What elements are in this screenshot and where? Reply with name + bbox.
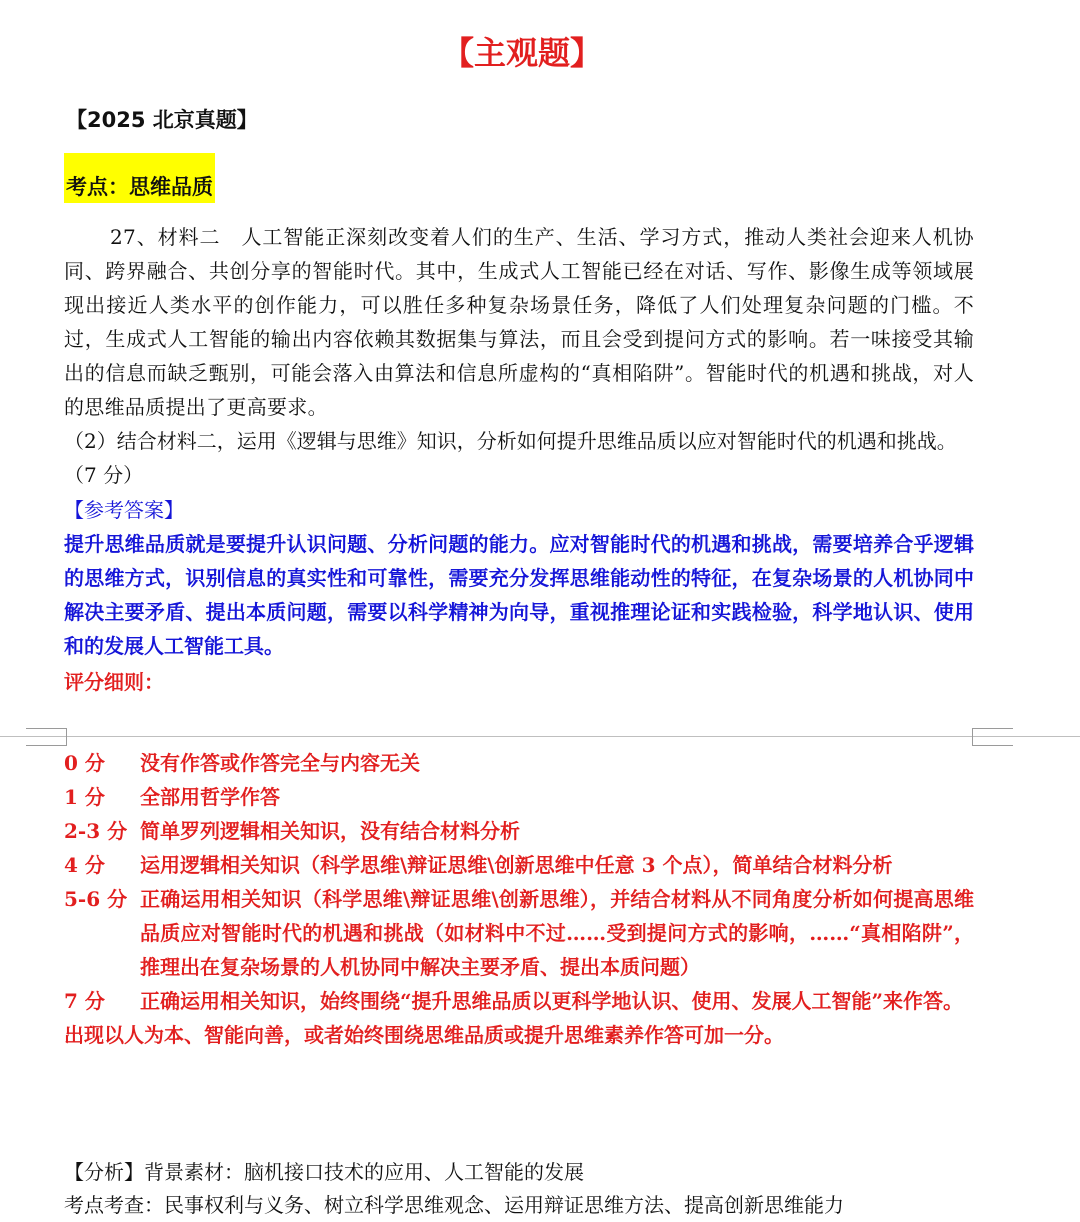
rubric-text: 正确运用相关知识（科学思维\辩证思维\创新思维），并结合材料从不同角度分析如何提高思维品质应对智能时代的机遇和挑战（如材料中不过……受到提问方式的影响，……“真相陷阱”，推理出在复杂场景的人机协同中解决主要矛盾、提出本质问题） — [140, 887, 974, 979]
scoring-rules-label: 评分细则： — [64, 670, 164, 694]
rubric-bonus-note: 出现以人为本、智能向善，或者始终围绕思维品质或提升思维素养作答可加一分。 — [64, 1023, 784, 1047]
rubric-score: 4 分 — [64, 853, 105, 877]
rubric-row — [64, 780, 974, 814]
rubric-row — [64, 814, 974, 848]
rubric-score: 0 分 — [64, 751, 105, 775]
rubric-text: 简单罗列逻辑相关知识，没有结合材料分析 — [140, 819, 520, 843]
rubric-row — [64, 848, 974, 882]
rubric-score: 7 分 — [64, 989, 105, 1013]
analysis-section — [64, 1156, 974, 1222]
rubric-score: 2-3 分 — [64, 819, 128, 843]
page-title: 【主观题】 — [441, 34, 602, 72]
topic-highlight: 考点：思维品质 — [64, 153, 215, 203]
analysis-background: 【分析】背景素材：脑机接口技术的应用、人工智能的发展 — [64, 1160, 584, 1184]
rubric-row — [64, 882, 974, 984]
reference-answer-label: 【参考答案】 — [64, 498, 184, 522]
exam-source-heading: 【2025 北京真题】 — [66, 108, 258, 132]
question-text: （2）结合材料二，运用《逻辑与思维》知识，分析如何提升思维品质以应对智能时代的机遇和挑战。（7 分） — [64, 429, 957, 487]
scoring-rubric — [64, 746, 974, 1052]
rubric-text: 没有作答或作答完全与内容无关 — [140, 751, 420, 775]
rubric-text: 正确运用相关知识，始终围绕“提升思维品质以更科学地认识、使用、发展人工智能”来作答。 — [140, 989, 964, 1013]
reference-answer-text: 提升思维品质就是要提升认识问题、分析问题的能力。应对智能时代的机遇和挑战，需要培养合乎逻辑的思维方式，识别信息的真实性和可靠性，需要充分发挥思维能动性的特征，在复杂场景的人机协同中解决主要矛盾、提出本质问题，需要以科学精神为向导，重视推理论证和实践检验，科学地认识、使用和的发展人工智能工具。 — [64, 532, 974, 658]
page-break-divider — [0, 736, 1080, 737]
rubric-row — [64, 746, 974, 780]
analysis-points: 考点考查：民事权利与义务、树立科学思维观念、运用辩证思维方法、提高创新思维能力 — [64, 1193, 844, 1217]
rubric-text: 运用逻辑相关知识（科学思维\辩证思维\创新思维中任意 3 个点），简单结合材料分析 — [140, 853, 893, 877]
page-margin-marker-right — [972, 728, 1013, 746]
rubric-text: 全部用哲学作答 — [140, 785, 280, 809]
rubric-row — [64, 984, 974, 1018]
material-paragraph: 27、材料二 人工智能正深刻改变着人们的生产、生活、学习方式，推动人类社会迎来人机协同、跨界融合、共创分享的智能时代。其中，生成式人工智能已经在对话、写作、影像生成等领域展现出接近人类水平的创作能力，可以胜任多种复杂场景任务，降低了人们处理复杂问题的门槛。不过，生成式人工智能的输出内容依赖其数据集与算法，而且会受到提问方式的影响。若一味接受其输出的信息而缺乏甄别，可能会落入由算法和信息所虚构的“真相陷阱”。智能时代的机遇和挑战，对人的思维品质提出了更高要求。 — [64, 225, 974, 419]
rubric-score: 1 分 — [64, 785, 105, 809]
page-margin-marker-left — [26, 728, 67, 746]
rubric-score: 5-6 分 — [64, 887, 128, 911]
